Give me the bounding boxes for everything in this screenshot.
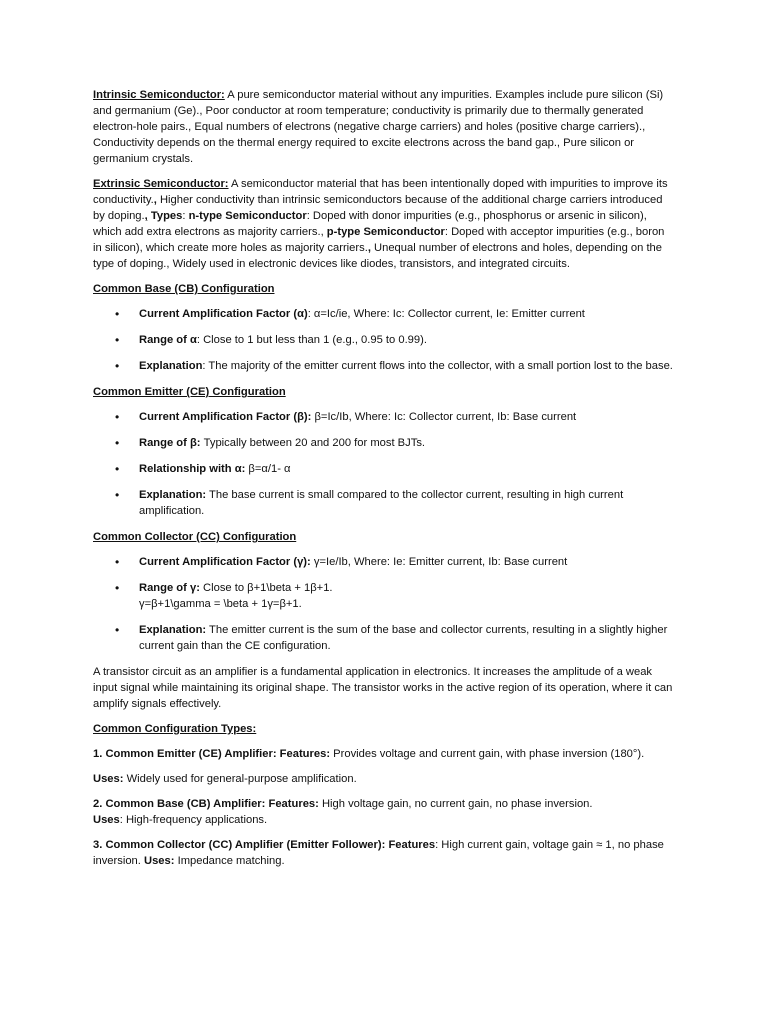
bullet-icon: •	[115, 333, 120, 347]
list-item	[93, 461, 676, 477]
ce-heading: Common Emitter (CE) Configuration	[93, 386, 286, 398]
bullet-icon: •	[115, 555, 120, 569]
cb-item-label: Explanation	[139, 360, 203, 372]
cc-amplifier-paragraph	[93, 837, 676, 869]
amplifier-paragraph: A transistor circuit as an amplifier is a fundamental application in electronics. It increases the amplitude of a weak input signal while maintaining its original shape. The transistor works in the active region of its operation, where it can amplify signals effectively.	[93, 666, 673, 710]
extrinsic-sep-3: ,	[367, 242, 371, 254]
ntype-label: n-type Semiconductor	[188, 210, 307, 222]
list-item	[93, 554, 676, 570]
ce-uses-label: Uses:	[93, 773, 124, 785]
list-item	[93, 358, 676, 374]
cb-item-text: : Close to 1 but less than 1 (e.g., 0.95 to 0.99).	[196, 334, 427, 346]
ce-list	[93, 409, 676, 519]
extrinsic-types-label: Types	[147, 210, 183, 222]
bullet-icon: •	[115, 581, 120, 595]
cb-list	[93, 306, 676, 374]
cc-uses-text: Impedance matching.	[174, 855, 285, 867]
ce-uses-paragraph	[93, 771, 676, 787]
ce-item-label: Explanation:	[139, 489, 207, 501]
cc-item-label: Explanation:	[139, 624, 207, 636]
ce-item-text: The base current is small compared to the collector current, resulting in high current amplification.	[139, 489, 624, 517]
extrinsic-term: Extrinsic Semiconductor:	[93, 178, 229, 190]
cc-uses-label: Uses:	[144, 855, 175, 867]
ce-item-label: Relationship with α:	[139, 463, 246, 475]
list-item	[93, 435, 676, 451]
cc-item-label: Range of γ:	[139, 582, 200, 594]
cc-item-text-line2: γ=β+1\gamma = \beta + 1γ=β+1.	[139, 598, 302, 610]
cc-list	[93, 554, 676, 654]
bullet-icon: •	[115, 462, 120, 476]
intrinsic-text: A pure semiconductor material without any impurities. Examples include pure silicon (Si) and germanium (Ge)., Poor conductor at room temperature; conductivity is primarily due to thermally generated electron-hole pairs., Equal numbers of electrons (negative charge carriers) and holes (positive charge carriers)., Conductivity depends on the thermal energy required to excite electrons across the band gap., Pure silicon or germanium crystals.	[93, 89, 664, 165]
cb-amplifier-text: High voltage gain, no current gain, no phase inversion.	[318, 798, 593, 810]
ce-amplifier-paragraph	[93, 746, 676, 762]
extrinsic-text-4: : Doped with donor impurities (e.g., phosphorus or arsenic in silicon), which add extra electrons as majority carriers.,	[93, 210, 647, 238]
cb-item-text: : The majority of the emitter current flows into the collector, with a small portion lost to the base.	[202, 360, 673, 372]
extrinsic-text-2: Higher conductivity than intrinsic semiconductors because of the additional charge carriers introduced by doping.	[93, 194, 663, 222]
ptype-label: p-type Semiconductor	[326, 226, 445, 238]
ce-item-text: β=Ic/Ib, Where: Ic: Collector current, Ib: Base current	[311, 411, 577, 423]
extrinsic-sep-2: ,	[144, 210, 148, 222]
cb-item-text: : α=Ic/ie, Where: Ic: Collector current, Ie: Emitter current	[307, 308, 585, 320]
list-item	[93, 409, 676, 425]
extrinsic-text-6: Unequal number of electrons and holes, depending on the type of doping., Widely used in electronic devices like diodes, transistors, and integrated circuits.	[93, 242, 663, 270]
extrinsic-text-3: :	[182, 210, 189, 222]
intrinsic-paragraph	[93, 87, 676, 167]
ce-item-label: Range of β:	[139, 437, 201, 449]
extrinsic-text-5: : Doped with acceptor impurities (e.g., boron in silicon), which create more holes as majority carriers.	[93, 226, 665, 254]
cc-item-text: γ=Ie/Ib, Where: Ie: Emitter current, Ib: Base current	[310, 556, 568, 568]
cb-uses-text: : High-frequency applications.	[119, 814, 268, 826]
types-heading: Common Configuration Types:	[93, 723, 257, 735]
cc-item-text: Close to β+1\beta + 1β+1.	[199, 582, 333, 594]
cc-amplifier-label: 3. Common Collector (CC) Amplifier (Emitter Follower): Features	[93, 839, 436, 851]
bullet-icon: •	[115, 436, 120, 450]
list-item	[93, 487, 676, 519]
bullet-icon: •	[115, 410, 120, 424]
ce-amplifier-label: 1. Common Emitter (CE) Amplifier: Features:	[93, 748, 331, 760]
list-item	[93, 306, 676, 322]
cb-heading: Common Base (CB) Configuration	[93, 283, 275, 295]
bullet-icon: •	[115, 488, 120, 502]
ce-item-text: Typically between 20 and 200 for most BJTs.	[200, 437, 426, 449]
cb-item-label: Current Amplification Factor (α)	[139, 308, 308, 320]
ce-amplifier-text: Provides voltage and current gain, with phase inversion (180°).	[330, 748, 645, 760]
cc-amplifier-text: : High current gain, voltage gain ≈ 1, no phase inversion.	[93, 839, 664, 867]
list-item	[93, 332, 676, 348]
ce-uses-text: Widely used for general-purpose amplification.	[123, 773, 357, 785]
extrinsic-paragraph	[93, 176, 676, 272]
bullet-icon: •	[115, 359, 120, 373]
cb-amplifier-label: 2. Common Base (CB) Amplifier: Features:	[93, 798, 319, 810]
intrinsic-term: Intrinsic Semiconductor:	[93, 89, 225, 101]
extrinsic-sep-1: ,	[153, 194, 157, 206]
ce-item-text: β=α/1- α	[245, 463, 291, 475]
cb-item-label: Range of α	[139, 334, 197, 346]
extrinsic-text-1: A semiconductor material that has been intentionally doped with impurities to improve its conductivity.	[93, 178, 668, 206]
cb-amplifier-paragraph	[93, 796, 676, 828]
bullet-icon: •	[115, 307, 120, 321]
cc-heading: Common Collector (CC) Configuration	[93, 531, 297, 543]
bullet-icon: •	[115, 623, 120, 637]
cb-uses-label: Uses	[93, 814, 120, 826]
list-item	[93, 580, 676, 612]
cc-item-label: Current Amplification Factor (γ):	[139, 556, 311, 568]
cc-item-text: The emitter current is the sum of the base and collector currents, resulting in a slightly higher current gain than the CE configuration.	[139, 624, 668, 652]
list-item	[93, 622, 676, 654]
ce-item-label: Current Amplification Factor (β):	[139, 411, 312, 423]
